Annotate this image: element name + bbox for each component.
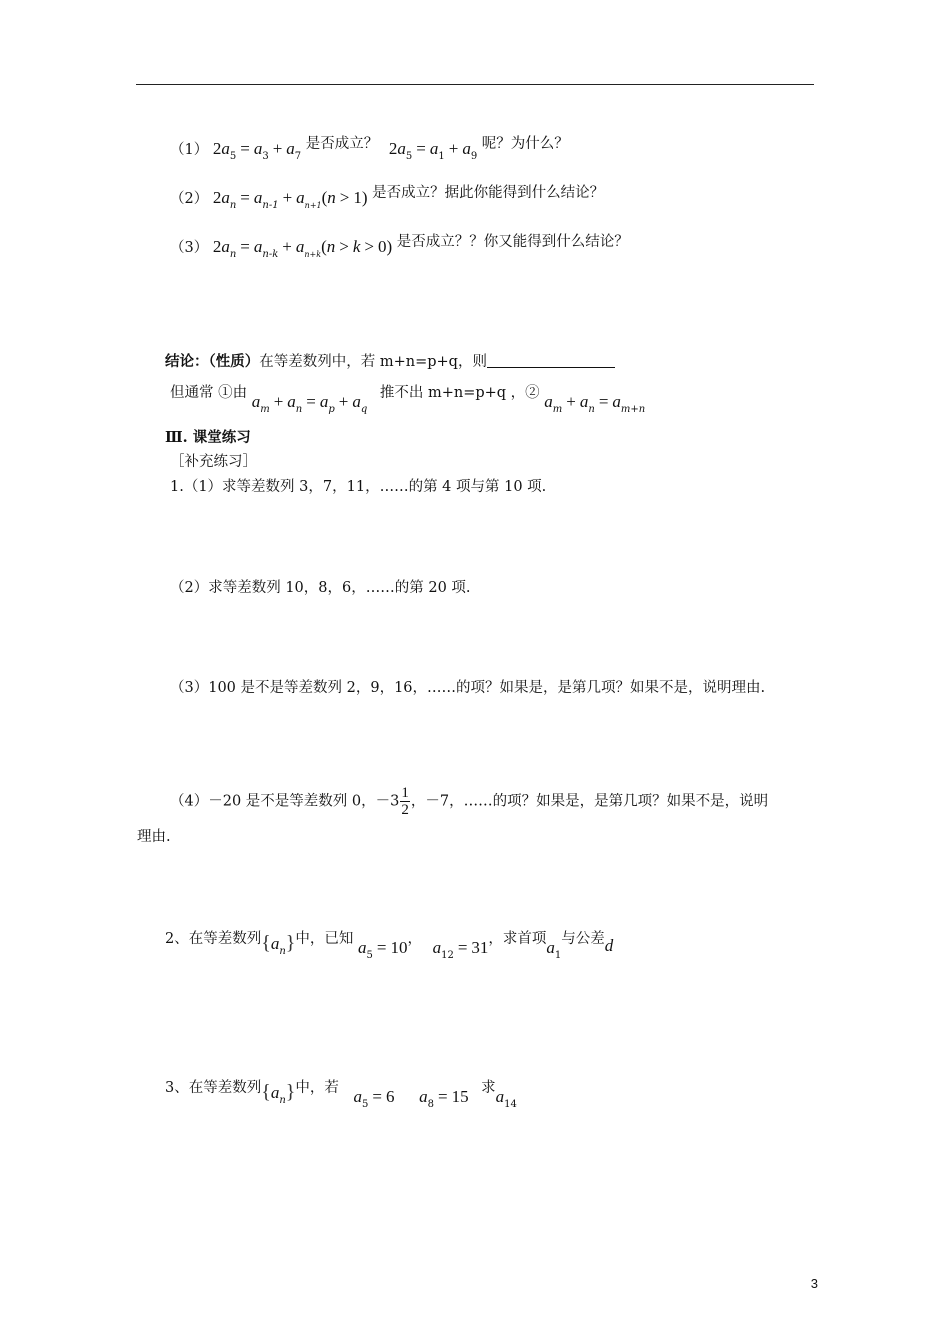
exercise-text: 3、在等差数列: [165, 1080, 262, 1096]
section-subtitle: ［补充练习］: [170, 454, 257, 470]
exercise-text: 2、在等差数列: [165, 931, 262, 947]
exercise-text: 中，若: [295, 1080, 339, 1096]
caveat-prefix: 但通常 ①由: [170, 385, 248, 401]
question-label: （1）: [170, 142, 209, 158]
question-3: [170, 232, 629, 265]
formula: $2a_n = a_{n-k} + a_{n+k}(n > k > 0)$: [212, 237, 393, 260]
formula: $a_m + a_n = a_{m+n}$: [544, 392, 646, 415]
formula: $2a_n = a_{n-1} + a_{n+1}(n > 1)$: [212, 188, 368, 211]
exercise-3: [165, 1076, 517, 1110]
formula: $a_5 = 10$: [358, 938, 408, 961]
exercise-1-4-cont: 理由.: [137, 829, 171, 845]
formula: d: [604, 936, 614, 955]
question-label: （2）: [170, 191, 209, 207]
formula: $a_m + a_n = a_p + a_q$: [251, 392, 368, 415]
section-title: Ⅲ. 课堂练习: [165, 429, 251, 446]
header-rule: [136, 84, 814, 85]
exercise-1-2: （2）求等差数列 10，8，6，……的第 20 项.: [170, 580, 471, 596]
caveat-mid: 推不出 m+n=p+q ，②: [379, 385, 540, 401]
formula: $a_5 = 6$: [353, 1087, 395, 1110]
conclusion: [165, 351, 615, 372]
question-2: [170, 183, 604, 216]
exercise-text: ，: [407, 931, 422, 947]
exercise-2: [165, 927, 614, 961]
exercise-text: ，－7，……的项？如果是，是第几项？如果不是，说明: [410, 793, 769, 810]
page-number: 3: [810, 1276, 818, 1291]
formula: $a_8 = 15$: [419, 1087, 469, 1110]
answer-blank: [487, 351, 615, 368]
conclusion-text: 在等差数列中，若 m+n=p+q，则: [259, 354, 487, 370]
question-label: （3）: [170, 240, 209, 256]
question-text: 呢？为什么？: [481, 136, 569, 152]
sequence-notation: $\{a_n\}$: [261, 1081, 296, 1106]
formula: $2a_5 = a_1 + a_9$: [388, 139, 478, 162]
exercise-text: 与公差: [561, 931, 605, 947]
fraction: [400, 785, 410, 818]
fraction-denominator: 2: [401, 802, 409, 818]
formula: $a_{14}$: [495, 1087, 517, 1110]
exercise-text: ，求首项: [488, 931, 547, 947]
exercise-1-3: （3）100 是不是等差数列 2，9，16，……的项？如果是，是第几项？如果不是，说明理由.: [170, 680, 766, 696]
sequence-notation: $\{a_n\}$: [261, 932, 296, 957]
formula: $2a_5 = a_3 + a_7$: [212, 139, 302, 162]
conclusion-caveat: [170, 383, 645, 414]
question-text: 是否成立？据此你能得到什么结论？: [372, 185, 605, 201]
question-text: 是否成立？: [305, 136, 379, 152]
formula: $a_{12} = 31$: [432, 938, 489, 961]
question-1: [170, 134, 569, 167]
exercise-1-1: 1.（1）求等差数列 3，7，11，……的第 4 项与第 10 项.: [170, 479, 547, 495]
exercise-text: 中，已知: [295, 931, 354, 947]
question-text: 是否成立？？你又能得到什么结论？: [396, 234, 629, 250]
fraction-numerator: 1: [401, 785, 409, 801]
exercise-1-4: [170, 785, 768, 818]
formula: $a_1$: [546, 938, 562, 961]
exercise-text: （4）－20 是不是等差数列 0，－3: [170, 793, 400, 810]
conclusion-heading: 结论：（性质）: [165, 353, 260, 370]
exercise-text: 求: [481, 1080, 496, 1096]
